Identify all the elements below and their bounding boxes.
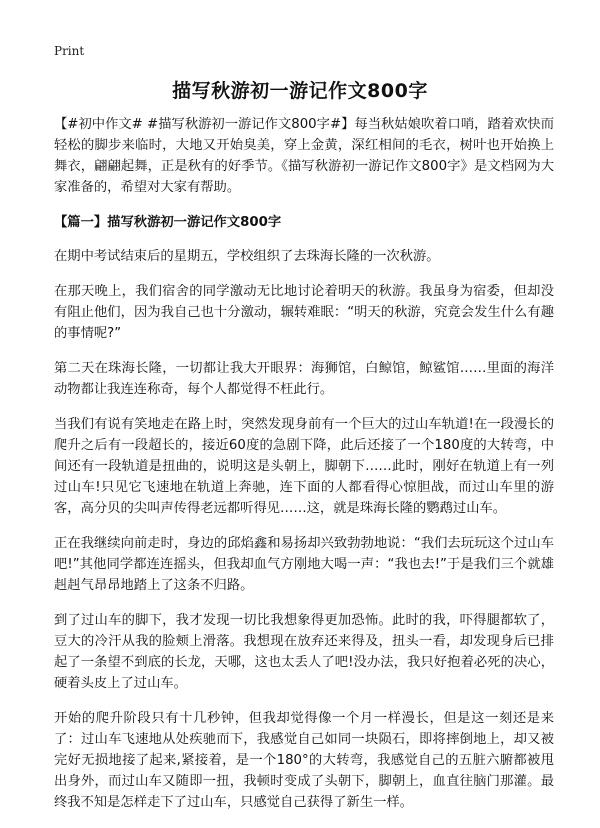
- intro-paragraph: 【#初中作文# #描写秋游初一游记作文800字#】每当秋姑娘吹着口哨，踏着欢快而轻松的脚步来临时，大地又开始臭美，穿上金黄，深红相间的毛衣，树叶也开始换上舞衣，翩翩起舞，正是秋有的好季节。《描写秋游初一游记作文800字》是文档网为大家准备的，希望对大家有帮助。: [54, 117, 554, 195]
- section-heading: 【篇一】描写秋游初一游记作文800字: [54, 215, 282, 230]
- body-paragraph: 到了过山车的脚下，我才发现一切比我想象得更加恐怖。此时的我，吓得腿都软了，豆大的冷汗从我的脸颊上滑落。我想现在放弃还来得及，扭头一看，却发现身后已排起了一条望不到底的长龙，天哪，这也太丢人了吧!没办法，我只好抱着必死的决心，硬着头皮上了过山车。: [54, 613, 554, 691]
- body-paragraph: 在期中考试结束后的星期五，学校组织了去珠海长隆的一次秋游。: [54, 249, 440, 264]
- body-paragraph: 当我们有说有笑地走在路上时，突然发现身前有一个巨大的过山车轨道!在一段漫长的爬升之后有一段超长的，接近60度的急剧下降，此后还接了一个180度的大转弯，中间还有一段轨道是扭曲的，说明这是头朝上，脚朝下……此时，刚好在轨道上有一列过山车!只见它飞速地在轨道上奔驰，连下面的人都看得心惊胆战，而过山车里的游客，高分贝的尖叫声传得老远都听得见……这，就是珠海长隆的鹦鹉过山车。: [54, 417, 554, 516]
- body-paragraph: 第二天在珠海长隆，一切都让我大开眼界：海狮馆，白鲸馆，鲸鲨馆……里面的海洋动物都让我连连称奇，每个人都觉得不枉此行。: [54, 361, 554, 397]
- article-body: [54, 114, 554, 827]
- body-paragraph: 正在我继续向前走时，身边的邱焰鑫和易扬却兴致勃勃地说：“我们去玩玩这个过山车吧!”其他同学都连连摇头，但我却血气方刚地大喝一声：“我也去!”于是我们三个就雄赳赳气昂昂地踏上了这条不归路。: [54, 536, 554, 593]
- body-paragraph: 开始的爬升阶段只有十几秒钟，但我却觉得像一个月一样漫长，但是这一刻还是来了：过山车飞速地从处疾驰而下，我感觉自己如同一块陨石，即将摔倒地上，却又被完好无损地接了起来,紧接着，是一个180°的大转弯，我感觉自己的五脏六腑都被甩出身外，而过山车又随即一扭，我顿时变成了头朝下，脚朝上，血直往脑门那灌。最终我不知是怎样走下了过山车，只感觉自己获得了新生一样。: [54, 711, 554, 810]
- body-paragraph: 在那天晚上，我们宿舍的同学激动无比地讨论着明天的秋游。我虽身为宿委，但却没有阻止他们，因为我自己也十分激动，辗转难眠：“明天的秋游，究竟会发生什么有趣的事情呢?”: [54, 284, 554, 341]
- page-title: 描写秋游初一游记作文800字: [172, 80, 428, 102]
- print-link[interactable]: Print: [54, 44, 85, 58]
